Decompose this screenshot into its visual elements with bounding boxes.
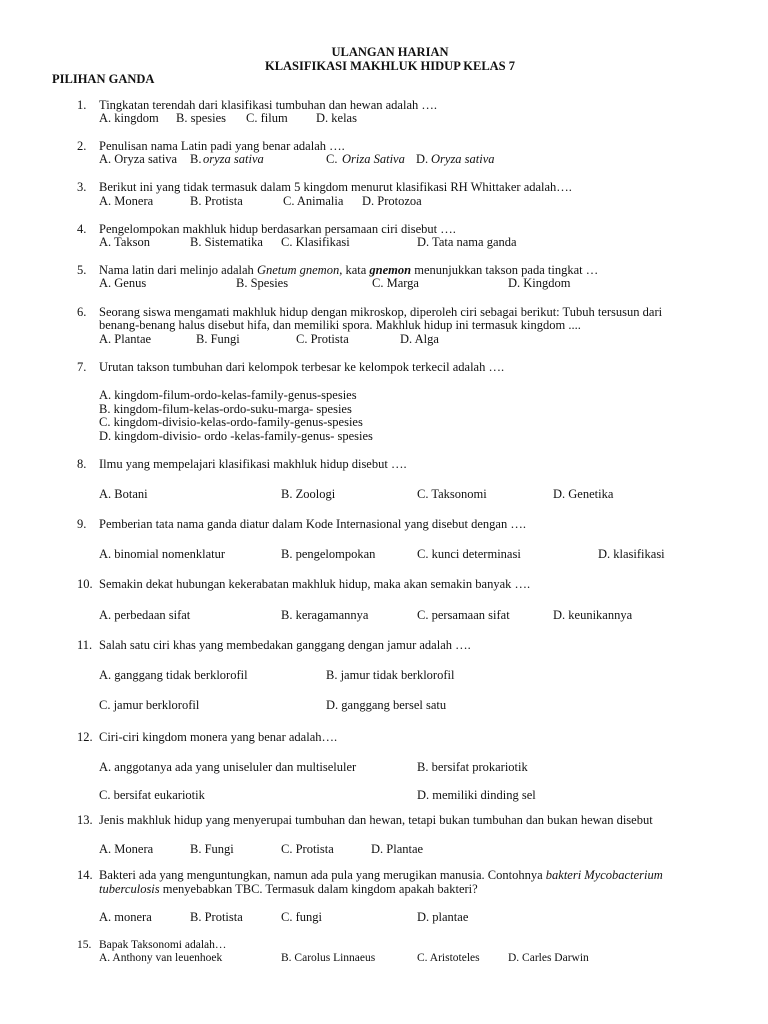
- option-d: D. Plantae: [371, 842, 424, 856]
- option-b: B. Protista: [190, 910, 243, 924]
- option-d: D. ganggang bersel satu: [326, 698, 447, 712]
- option-b: B. spesies: [176, 111, 226, 125]
- option-d: D. Tata nama ganda: [417, 235, 517, 249]
- option-c: C. Protista: [296, 332, 349, 346]
- option-d: D. Genetika: [553, 487, 614, 501]
- option-b: B. keragamannya: [281, 608, 369, 622]
- question-text: Pengelompokan makhluk hidup berdasarkan persamaan ciri disebut ….: [99, 222, 456, 236]
- option-d: D. kingdom-divisio- ordo -kelas-family-genus- spesies: [99, 429, 373, 443]
- option-a: A. Anthony van leuenhoek: [99, 952, 223, 964]
- question-number: 6.: [77, 305, 87, 319]
- option-a: A. Oryza sativa: [99, 152, 178, 166]
- question-number: 9.: [77, 517, 87, 531]
- option-d: D. Alga: [400, 332, 439, 346]
- question-number: 15.: [77, 939, 92, 951]
- option-c: C. jamur berklorofil: [99, 698, 200, 712]
- option-c: C. Aristoteles: [417, 952, 480, 964]
- question-text: Urutan takson tumbuhan dari kelompok terbesar ke kelompok terkecil adalah ….: [99, 360, 505, 374]
- scientific-name: tuberculosis: [99, 882, 160, 896]
- option-d-label: D.: [416, 152, 429, 166]
- option-c: C. Klasifikasi: [281, 235, 350, 249]
- option-c-label: C.: [326, 152, 338, 166]
- scientific-name: bakteri Mycobacterium: [545, 868, 663, 882]
- option-a: A. Takson: [99, 235, 150, 249]
- question-text: [99, 263, 598, 277]
- question-text: Jenis makhluk hidup yang menyerupai tumbuhan dan hewan, tetapi bukan tumbuhan dan bukan hewan disebut: [99, 813, 653, 827]
- option-d: D. Carles Darwin: [508, 952, 589, 964]
- document-subtitle: KLASIFIKASI MAKHLUK HIDUP KELAS 7: [264, 59, 516, 73]
- question-text: Pemberian tata nama ganda diatur dalam Kode Internasional yang disebut dengan ….: [99, 517, 526, 531]
- option-a: A. binomial nomenklatur: [99, 547, 226, 561]
- question-number: 3.: [77, 180, 87, 194]
- option-a: A. Plantae: [99, 332, 152, 346]
- option-c: C. fungi: [281, 910, 322, 924]
- question-text: Berikut ini yang tidak termasuk dalam 5 kingdom menurut klasifikasi RH Whittaker adalah….: [99, 180, 572, 194]
- option-b: B. Protista: [190, 194, 243, 208]
- option-b: B. kingdom-filum-kelas-ordo-suku-marga- spesies: [99, 402, 352, 416]
- option-a: A. Monera: [99, 842, 154, 856]
- option-b: B. pengelompokan: [281, 547, 376, 561]
- option-d: D. klasifikasi: [598, 547, 665, 561]
- question-text: Semakin dekat hubungan kekerabatan makhluk hidup, maka akan semakin banyak ….: [99, 577, 531, 591]
- question-number: 4.: [77, 222, 87, 236]
- question-number: 8.: [77, 457, 87, 471]
- emphasized-word: gnemon: [369, 263, 412, 277]
- option-b: oryza sativa: [203, 152, 264, 166]
- question-number: 11.: [77, 638, 93, 652]
- option-c: C. kunci determinasi: [417, 547, 521, 561]
- question-text-line-1: [99, 868, 663, 882]
- option-a: A. Botani: [99, 487, 148, 501]
- option-b: B. Sistematika: [190, 235, 263, 249]
- option-a: A. perbedaan sifat: [99, 608, 191, 622]
- option-c: C. Taksonomi: [417, 487, 487, 501]
- option-c: C. persamaan sifat: [417, 608, 510, 622]
- question-number: 12.: [77, 730, 93, 744]
- document-title: ULANGAN HARIAN: [331, 45, 449, 59]
- question-number: 7.: [77, 360, 87, 374]
- option-a: A. anggotanya ada yang uniseluler dan multiseluler: [99, 760, 357, 774]
- question-number: 2.: [77, 139, 87, 153]
- question-text: Ilmu yang mempelajari klasifikasi makhluk hidup disebut ….: [99, 457, 407, 471]
- option-a: A. Genus: [99, 276, 147, 290]
- option-b: B. Zoologi: [281, 487, 336, 501]
- scientific-name: Gnetum gnemon: [256, 263, 340, 277]
- question-text-line-2: benang-benang halus disebut hifa, dan memiliki spora. Makhluk hidup ini termasuk kingdom ....: [99, 318, 581, 332]
- text-segment: , kata: [339, 263, 370, 277]
- option-c: C. Protista: [281, 842, 334, 856]
- option-b: B. Fungi: [190, 842, 234, 856]
- option-d: D. plantae: [417, 910, 469, 924]
- option-a: A. kingdom-filum-ordo-kelas-family-genus-spesies: [99, 388, 357, 402]
- option-b: B. jamur tidak berklorofil: [326, 668, 455, 682]
- question-text: Tingkatan terendah dari klasifikasi tumbuhan dan hewan adalah ….: [99, 98, 437, 112]
- question-text: Salah satu ciri khas yang membedakan ganggang dengan jamur adalah ….: [99, 638, 471, 652]
- option-c: C. Marga: [372, 276, 419, 290]
- option-d: D. Kingdom: [508, 276, 571, 290]
- option-b: B. Spesies: [236, 276, 289, 290]
- question-number: 13.: [77, 813, 93, 827]
- text-segment: menyebabkan TBC. Termasuk dalam kingdom apakah bakteri?: [159, 882, 478, 896]
- option-a: A. ganggang tidak berklorofil: [99, 668, 248, 682]
- option-d: D. kelas: [316, 111, 357, 125]
- question-number: 1.: [77, 98, 87, 112]
- option-c: C. Animalia: [283, 194, 344, 208]
- option-d: D. memiliki dinding sel: [417, 788, 536, 802]
- question-text-line-1: Seorang siswa mengamati makhluk hidup dengan mikroskop, diperoleh ciri sebagai berikut: Tubuh tersusun dari: [99, 305, 663, 319]
- section-heading: PILIHAN GANDA: [52, 72, 155, 86]
- option-c: C. filum: [246, 111, 288, 125]
- option-b: B. Fungi: [196, 332, 240, 346]
- question-text: Ciri-ciri kingdom monera yang benar adalah….: [99, 730, 338, 744]
- question-number: 5.: [77, 263, 87, 277]
- option-b: B. bersifat prokariotik: [417, 760, 528, 774]
- question-text: Penulisan nama Latin padi yang benar adalah ….: [99, 139, 345, 153]
- option-a: A. Monera: [99, 194, 154, 208]
- text-segment: Nama latin dari melinjo adalah: [99, 263, 257, 277]
- option-c: C. kingdom-divisio-kelas-ordo-family-genus-spesies: [99, 415, 363, 429]
- option-d: D. Protozoa: [362, 194, 422, 208]
- question-number: 10.: [77, 577, 93, 591]
- option-b-label: B.: [190, 152, 202, 166]
- option-a: A. monera: [99, 910, 152, 924]
- option-c: Oriza Sativa: [342, 152, 405, 166]
- text-segment: Bakteri ada yang menguntungkan, namun ada pula yang merugikan manusia. Contohnya: [99, 868, 546, 882]
- option-b: B. Carolus Linnaeus: [281, 952, 376, 964]
- text-segment: menunjukkan takson pada tingkat …: [411, 263, 599, 277]
- option-d: Oryza sativa: [431, 152, 495, 166]
- option-d: D. keunikannya: [553, 608, 633, 622]
- option-c: C. bersifat eukariotik: [99, 788, 205, 802]
- question-text-line-2: [99, 882, 478, 896]
- question-text: Bapak Taksonomi adalah…: [99, 939, 227, 951]
- question-number: 14.: [77, 868, 93, 882]
- option-a: A. kingdom: [99, 111, 159, 125]
